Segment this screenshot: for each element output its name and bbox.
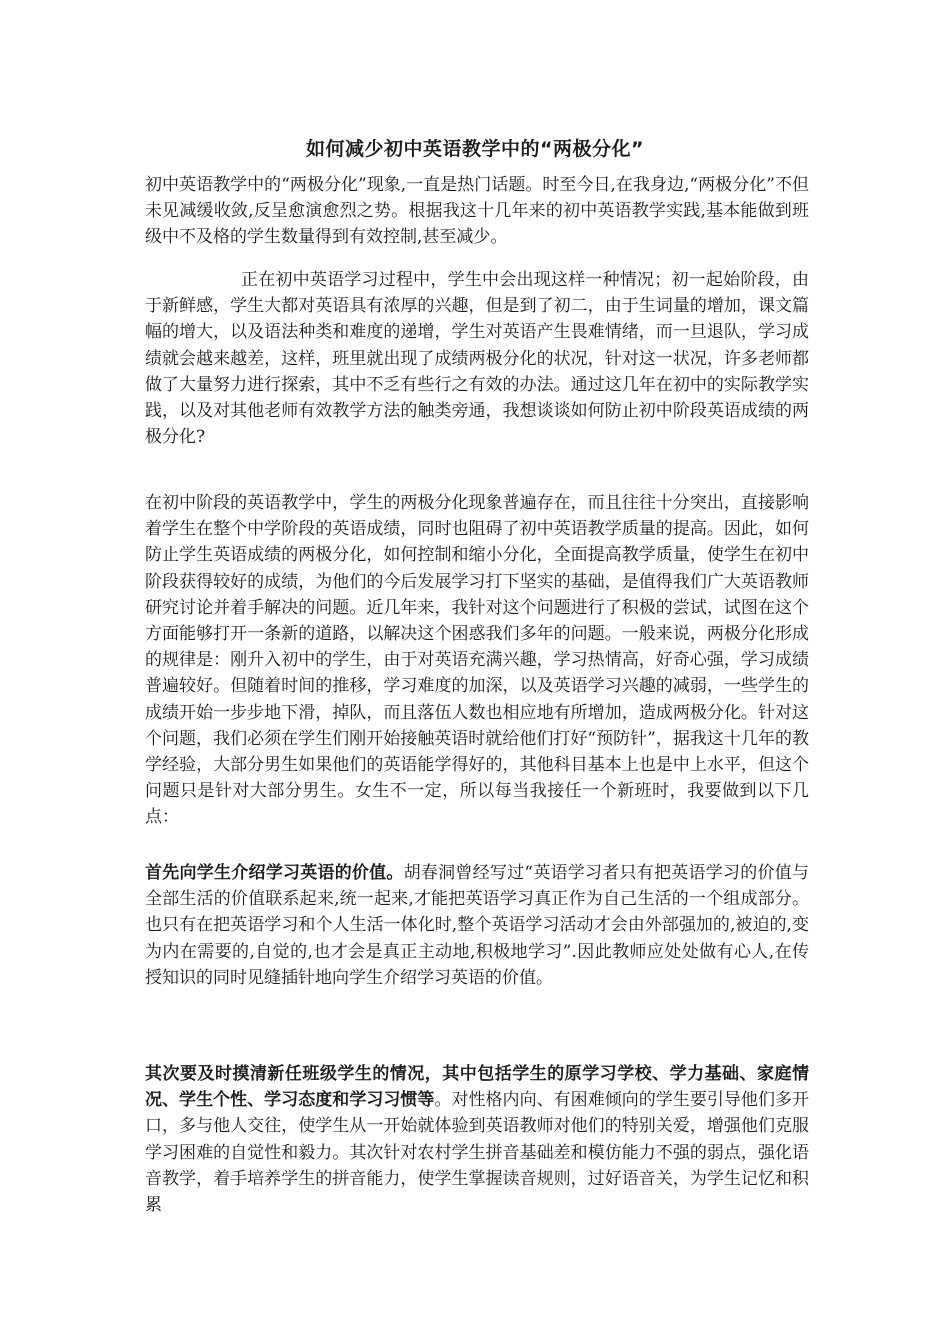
paragraph-2-text: 正在初中英语学习过程中，学生中会出现这样一种情况；初一起始阶段，由于新鲜感，学生大都对英语具有浓厚的兴趣，但是到了初二，由于生词量的增加，课文篇幅的增大，以及语法种类和难度的递增，学生对英语产生畏难情绪，而一旦退队，学习成绩就会越来越差，这样，班里就出现了成绩两极分化的状况，针对这一状况，许多老师都做了大量努力进行探索，其中不乏有些行之有效的办法。通过这几年在初中的实际教学实践，以及对其他老师有效教学方法的触类旁通，我想谈谈如何防止初中阶段英语成绩的两极分化? [145,270,809,448]
paragraph-3-text: 在初中阶段的英语教学中，学生的两极分化现象普遍存在，而且往往十分突出，直接影响着学生在整个中学阶段的英语成绩，同时也阻碍了初中英语教学质量的提高。因此，如何防止学生英语成绩的两极分化，如何控制和缩小分化，全面提高教学质量，使学生在初中阶段获得较好的成绩，为他们的今后发展学习打下坚实的基础，是值得我们广大英语教师研究讨论并着手解决的问题。近几年来，我针对这个问题进行了积极的尝试，试图在这个方面能够打开一条新的道路，以解决这个困惑我们多年的问题。一般来说，两极分化形成的规律是：刚升入初中的学生，由于对英语充满兴趣，学习热情高，好奇心强，学习成绩普遍较好。但随着时间的推移，学习难度的加深，以及英语学习兴趣的减弱，一些学生的成绩开始一步步地下滑，掉队，而且落伍人数也相应地有所增加，造成两极分化。针对这个问题，我们必须在学生们刚开始接触英语时就给他们打好“预防针”，据我这十几年的教学经验，大部分男生如果他们的英语能学得好的，其他科目基本上也是中上水平，但这个问题只是针对大部分男生。女生不一定，所以每当我接任一个新班时，我要做到以下几点： [145,493,809,828]
paragraph-3 [145,490,809,831]
paragraph-4-text: 胡春洞曾经写过“英语学习者只有把英语学习的价值与全部生活的价值联系起来,统一起来,才能把英语学习真正作为自己生活的一个组成部分。也只有在把英语学习和个人生活一体化时,整个英语学习活动才会由外部强加的,被迫的,变为内在需要的,自觉的,也才会是真正主动地,积极地学习”.因此教师应处处做有心人,在传授知识的同时见缝插针地向学生介绍学习英语的价值。 [145,863,809,988]
paragraph-1-text: 初中英语教学中的“两极分化”现象,一直是热门话题。时至今日,在我身边,“两极分化”不但未见减缓收敛,反呈愈演愈烈之势。根据我这十几年来的初中英语教学实践,基本能做到班级中不及格的学生数量得到有效控制,甚至减少。 [145,175,809,248]
paragraph-5-lead: 其次要及时摸清新任班级学生的情况，其中包括学生的原学习学校、学力基础、家庭情况、学生个性、学习态度和学习习惯等 [145,1064,809,1111]
document-title: 如何减少初中英语教学中的“两极分化” [306,137,644,160]
paragraph-2 [145,267,809,450]
paragraph-1 [145,172,809,251]
paragraph-4-lead: 首先向学生介绍学习英语的价值。 [145,863,404,883]
paragraph-5-text: 。对性格内向、有困难倾向的学生要引导他们多开口，多与他人交往，使学生从一开始就体验到英语教师对他们的特别关爱，增强他们克服学习困难的自觉性和毅力。其次针对农村学生拼音基础差和模仿能力不强的弱点，强化语音教学，着手培养学生的拼音能力，使学生掌握读音规则，过好语音关，为学生记忆和积累 [145,1090,810,1216]
paragraph-5 [145,1061,809,1218]
paragraph-4 [145,860,809,991]
